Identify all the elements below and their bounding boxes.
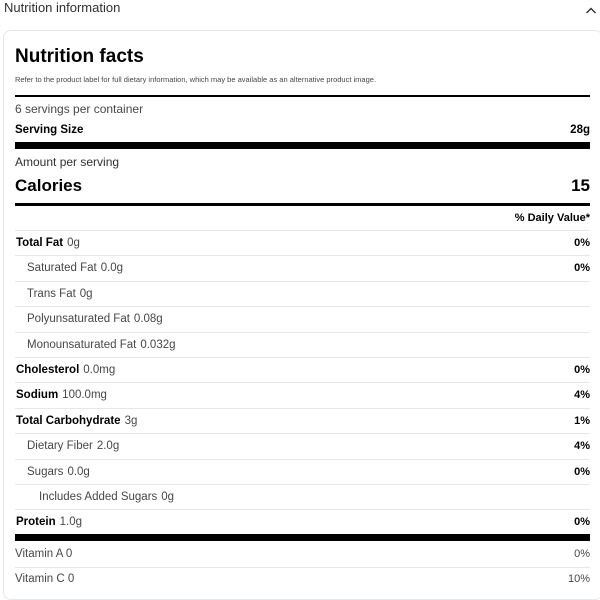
nutrient-daily-value: 4% bbox=[574, 389, 590, 402]
divider bbox=[15, 95, 590, 97]
calories-value: 15 bbox=[571, 176, 590, 195]
nutrient-label: Sodium bbox=[16, 389, 59, 402]
vitamin-name: Vitamin C 0 bbox=[15, 573, 75, 585]
nutrient-name bbox=[27, 339, 176, 351]
nutrient-label: Saturated Fat bbox=[27, 262, 97, 275]
nutrient-amount: 100.0mg bbox=[62, 389, 107, 402]
nutrient-name bbox=[27, 288, 93, 300]
nutrient-row bbox=[15, 357, 590, 383]
nutrient-label: Total Fat bbox=[16, 237, 64, 249]
nutrient-amount: 0g bbox=[161, 491, 175, 503]
nutrient-row bbox=[15, 459, 590, 485]
label-disclaimer: Refer to the product label for full dietary information, which may be available as an alternative product image. bbox=[15, 75, 377, 84]
amount-per-serving: Amount per serving bbox=[15, 155, 120, 169]
nutrient-amount: 0g bbox=[67, 237, 80, 249]
calories-label: Calories bbox=[15, 176, 83, 195]
nutrient-name bbox=[27, 262, 123, 274]
nutrition-facts-title: Nutrition facts bbox=[15, 46, 144, 67]
nutrient-amount: 0.032g bbox=[140, 338, 176, 351]
nutrient-name bbox=[16, 516, 82, 528]
nutrient-row bbox=[15, 306, 590, 332]
nutrient-name bbox=[16, 389, 107, 401]
vitamin-daily-value: 10% bbox=[567, 573, 590, 585]
nutrient-daily-value: 4% bbox=[574, 440, 590, 453]
nutrient-amount: 3g bbox=[124, 414, 138, 427]
nutrient-daily-value: 1% bbox=[574, 414, 590, 427]
nutrient-row bbox=[15, 433, 590, 459]
nutrient-label: Monounsaturated Fat bbox=[27, 338, 137, 351]
nutrient-label: Includes Added Sugars bbox=[39, 491, 158, 503]
nutrient-name bbox=[27, 313, 163, 325]
nutrient-amount: 0.08g bbox=[133, 313, 163, 326]
thick-divider bbox=[15, 534, 590, 541]
vitamin-row bbox=[15, 543, 590, 567]
nutrient-row bbox=[15, 255, 590, 281]
chevron-up-icon[interactable] bbox=[585, 5, 597, 17]
nutrient-row bbox=[15, 281, 590, 307]
servings-per-container: 6 servings per container bbox=[15, 102, 144, 116]
nutrient-row bbox=[15, 509, 590, 535]
nutrient-row bbox=[15, 408, 590, 434]
nutrient-label: Trans Fat bbox=[27, 287, 76, 300]
nutrient-row bbox=[15, 230, 590, 256]
nutrient-label: Sugars bbox=[27, 465, 64, 478]
serving-size-label: Serving Size bbox=[15, 124, 84, 136]
vitamin-row bbox=[15, 567, 590, 591]
nutrient-name bbox=[16, 364, 115, 376]
nutrient-label: Total Carbohydrate bbox=[16, 414, 121, 427]
thick-divider bbox=[15, 142, 590, 149]
nutrient-daily-value: 0% bbox=[574, 237, 590, 249]
nutrient-label: Dietary Fiber bbox=[27, 440, 93, 453]
section-title: Nutrition information bbox=[4, 0, 121, 15]
nutrition-info-header[interactable] bbox=[0, 0, 600, 26]
serving-size-value: 28g bbox=[570, 124, 590, 136]
nutrient-daily-value: 0% bbox=[574, 465, 590, 478]
nutrient-name bbox=[16, 237, 80, 249]
nutrient-label: Cholesterol bbox=[16, 364, 80, 376]
nutrient-row bbox=[15, 382, 590, 408]
calories-divider bbox=[15, 203, 590, 206]
nutrient-amount: 0g bbox=[79, 287, 93, 300]
nutrient-label: Polyunsaturated Fat bbox=[27, 313, 130, 326]
vitamin-name: Vitamin A 0 bbox=[15, 548, 73, 560]
nutrient-amount: 0.0g bbox=[67, 465, 90, 478]
nutrient-daily-value: 0% bbox=[574, 262, 590, 275]
nutrient-daily-value: 0% bbox=[574, 364, 590, 376]
nutrient-label: Protein bbox=[16, 516, 56, 529]
nutrient-name bbox=[27, 466, 90, 478]
nutrient-name bbox=[27, 440, 119, 452]
nutrient-daily-value: 0% bbox=[574, 516, 590, 529]
nutrient-row bbox=[15, 484, 590, 510]
nutrient-name bbox=[16, 415, 137, 427]
nutrient-amount: 0.0g bbox=[100, 262, 124, 275]
nutrient-amount: 2.0g bbox=[96, 440, 120, 453]
nutrient-amount: 1.0g bbox=[59, 516, 83, 529]
nutrient-name bbox=[39, 491, 174, 503]
vitamin-daily-value: 0% bbox=[574, 548, 590, 560]
daily-value-header: % Daily Value* bbox=[514, 212, 590, 224]
nutrient-row bbox=[15, 332, 590, 358]
nutrient-amount: 0.0mg bbox=[83, 364, 116, 376]
